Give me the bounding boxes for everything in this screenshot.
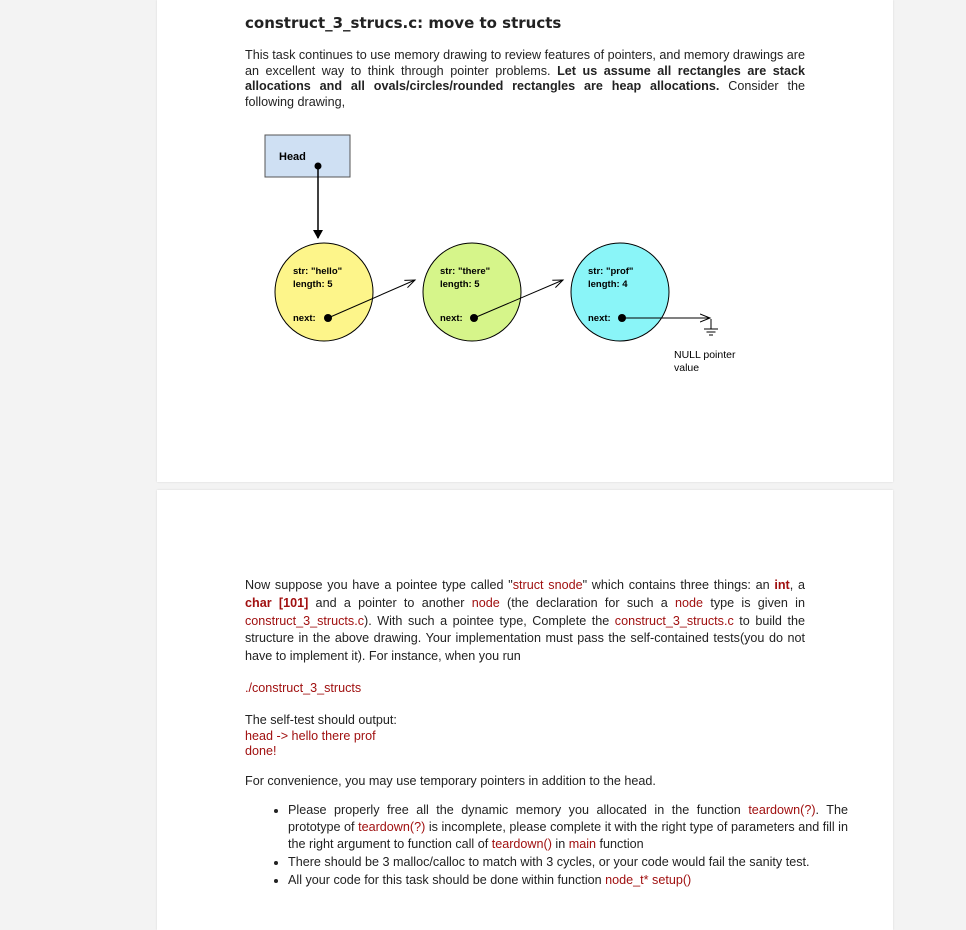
int-term: int	[774, 578, 790, 592]
section-title: construct_3_strucs.c: move to structs	[245, 14, 562, 32]
node-hello-next: next:	[293, 313, 316, 324]
text-run: is incomplete, please complete it with the right type of parameters and fill in the right argument to function call of	[288, 820, 848, 851]
list-item	[288, 802, 848, 853]
main-term: main	[568, 837, 597, 851]
memory-diagram	[157, 130, 893, 390]
null-pointer-value-label: value	[674, 362, 700, 374]
document-page-1	[157, 0, 893, 482]
intro-text: This task continues to use memory drawing to review features of pointers, and memory drawings are an excellent way to think through pointer problems.	[245, 48, 805, 78]
intro-bold-text: Let us assume all rectangles are stack allocations and all ovals/circles/rounded rectangles are heap allocations.	[245, 63, 805, 93]
selftest-output-line-2: done!	[245, 744, 277, 758]
node-term: node	[675, 595, 704, 610]
node-there-next: next:	[440, 313, 463, 324]
head-rectangle	[265, 135, 350, 177]
node-there-circle	[423, 243, 521, 341]
text-run: ). With such a pointee type, Complete the	[364, 613, 615, 628]
text-run: and a pointer to another	[308, 595, 472, 610]
text-run: in	[551, 837, 569, 851]
text-run: , a	[789, 578, 805, 592]
node-hello-circle	[275, 243, 373, 341]
null-pointer-label: NULL pointer	[674, 349, 736, 361]
selftest-block	[245, 713, 805, 760]
intro-tail-text: Consider the following drawing,	[245, 79, 805, 109]
head-label: Head	[279, 151, 306, 163]
intro-paragraph	[245, 48, 805, 110]
requirements-list	[245, 802, 848, 890]
node-hello-length: length: 5	[293, 279, 333, 290]
convenience-note: For convenience, you may use temporary pointers in addition to the head.	[245, 774, 656, 788]
node-there-length: length: 5	[440, 279, 480, 290]
node-there-str: str: "there"	[440, 266, 491, 277]
command-line: ./construct_3_structs	[245, 681, 362, 695]
node-prof-circle	[571, 243, 669, 341]
text-run: function	[596, 837, 644, 851]
node-prof-length: length: 4	[588, 279, 628, 290]
list-item	[288, 854, 848, 871]
document-page-2	[157, 490, 893, 930]
text-run: Now suppose you have a pointee type called "	[245, 578, 513, 592]
setup-term: node_t* setup()	[605, 873, 692, 887]
text-run: Please properly free all the dynamic memory you allocated in the function	[288, 803, 749, 817]
text-run: to build the structure in the above drawing. Your implementation must pass the self-contained tests(you do not have to implement it). For instance, when you run	[245, 613, 805, 664]
node-term: node	[471, 595, 500, 610]
node-prof-next: next:	[588, 313, 611, 324]
selftest-label: The self-test should output:	[245, 713, 397, 727]
node-hello-str: str: "hello"	[293, 266, 343, 277]
filename-term: construct_3_structs.c	[245, 613, 364, 628]
filename-term: construct_3_structs.c	[614, 613, 734, 628]
text-run: " which contains three things: an	[582, 578, 775, 592]
null-ground-icon	[704, 319, 718, 335]
text-run: type is given in	[703, 595, 805, 610]
node-prof-str: str: "prof"	[588, 266, 634, 277]
text-run: All your code for this task should be done within function	[288, 873, 606, 887]
teardown-term: teardown(?)	[358, 820, 426, 834]
char-array-term: char [101]	[245, 595, 309, 610]
text-run: There should be 3 malloc/calloc to match with 3 cycles, or your code would fail the sanity test.	[288, 855, 810, 869]
text-run: . The prototype of	[288, 803, 848, 834]
teardown-term: teardown()	[491, 837, 552, 851]
list-item	[288, 872, 848, 889]
teardown-term: teardown(?)	[748, 803, 816, 817]
selftest-output-line-1: head -> hello there prof	[245, 728, 376, 743]
struct-snode-term: struct snode	[512, 578, 583, 592]
pointee-paragraph	[245, 577, 805, 666]
text-run: (the declaration for such a	[499, 595, 676, 610]
